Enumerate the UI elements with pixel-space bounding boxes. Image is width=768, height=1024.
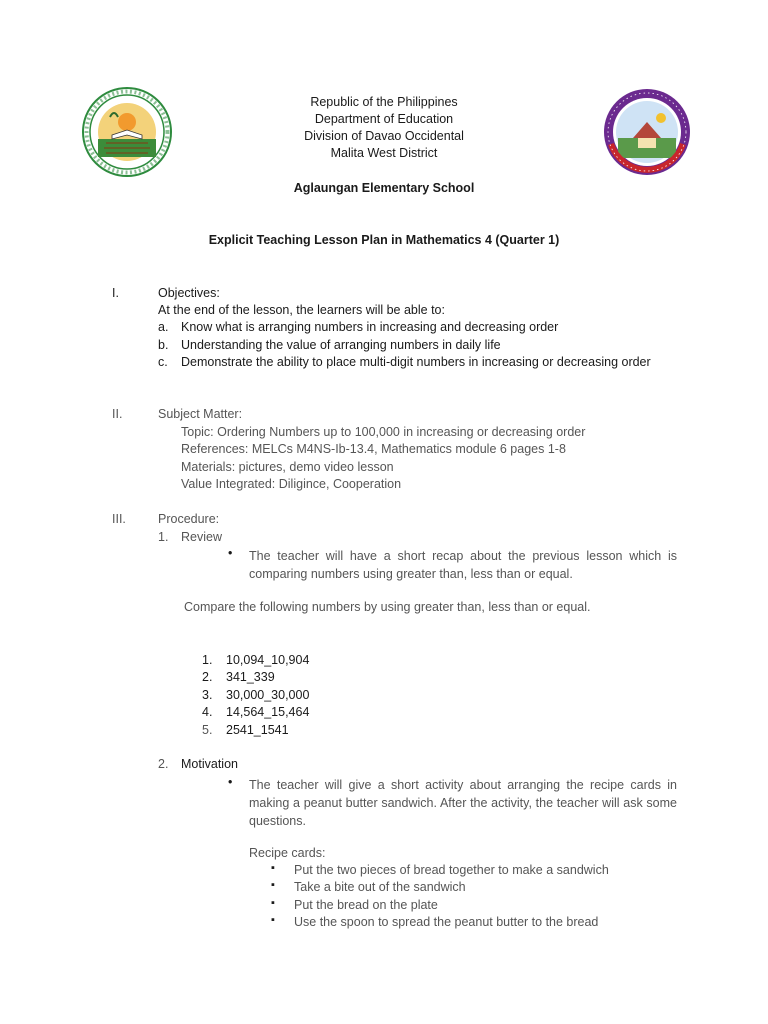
comparison-item: 341_339 <box>226 670 275 684</box>
comparison-item: 10,094_10,904 <box>226 653 310 667</box>
motivation-number: 2. <box>158 757 169 771</box>
subject-matter-topic: Topic: Ordering Numbers up to 100,000 in increasing or decreasing order <box>181 425 586 439</box>
objective-item: Know what is arranging numbers in increasing and decreasing order <box>181 320 559 334</box>
motivation-description: The teacher will give a short activity about arranging the recipe cards in making a peanut butter sandwich. After the activity, the teacher will ask some questions. <box>249 778 677 828</box>
comparison-number: 5. <box>202 723 213 737</box>
document-title: Explicit Teaching Lesson Plan in Mathematics 4 (Quarter 1) <box>208 233 560 247</box>
recipe-cards-heading: Recipe cards: <box>249 846 326 860</box>
section-numeral-procedure: III. <box>112 512 126 526</box>
procedure-heading: Procedure: <box>158 512 220 526</box>
comparison-item: 14,564_15,464 <box>226 705 310 719</box>
objective-marker: a. <box>158 320 169 334</box>
comparison-item: 2541_1541 <box>226 723 289 737</box>
section-numeral-objectives: I. <box>112 286 119 300</box>
objectives-intro: At the end of the lesson, the learners will be able to: <box>158 303 445 317</box>
comparison-number: 3. <box>202 688 213 702</box>
header-line-department: Department of Education <box>314 112 454 126</box>
section-numeral-subject-matter: II. <box>112 407 123 421</box>
objective-item: Demonstrate the ability to place multi-digit numbers in increasing or decreasing order <box>181 355 651 369</box>
objective-marker: b. <box>158 338 169 352</box>
comparison-item: 30,000_30,000 <box>226 688 310 702</box>
square-bullet: ▪ <box>271 897 275 909</box>
square-bullet: ▪ <box>271 914 275 926</box>
recipe-card-item: Put the bread on the plate <box>294 898 438 912</box>
square-bullet: ▪ <box>271 879 275 891</box>
motivation-bullet: • <box>228 775 233 789</box>
recipe-card-item: Use the spoon to spread the peanut butter to the bread <box>294 915 599 929</box>
subject-matter-references: References: MELCs M4NS-Ib-13.4, Mathematics module 6 pages 1-8 <box>181 442 566 456</box>
objective-marker: c. <box>158 355 168 369</box>
objective-item: Understanding the value of arranging numbers in daily life <box>181 338 501 352</box>
header-line-republic: Republic of the Philippines <box>310 95 458 109</box>
header-line-division: Division of Davao Occidental <box>304 129 464 143</box>
review-description: The teacher will have a short recap about the previous lesson which is comparing numbers using greater than, less than or equal. <box>249 549 677 581</box>
square-bullet: ▪ <box>271 862 275 874</box>
objectives-heading: Objectives: <box>158 286 220 300</box>
header-line-district: Malita West District <box>330 146 438 160</box>
review-label: Review <box>181 530 222 544</box>
comparison-number: 2. <box>202 670 213 684</box>
recipe-card-item: Take a bite out of the sandwich <box>294 880 466 894</box>
motivation-label: Motivation <box>181 757 238 771</box>
subject-matter-heading: Subject Matter: <box>158 407 243 421</box>
review-instruction: Compare the following numbers by using greater than, less than or equal. <box>184 600 591 614</box>
subject-matter-materials: Materials: pictures, demo video lesson <box>181 460 394 474</box>
comparison-number: 4. <box>202 705 213 719</box>
recipe-card-item: Put the two pieces of bread together to make a sandwich <box>294 863 609 877</box>
subject-matter-values: Value Integrated: Diligince, Cooperation <box>181 477 402 491</box>
review-bullet: • <box>228 546 233 560</box>
review-number: 1. <box>158 530 169 544</box>
comparison-number: 1. <box>202 653 213 667</box>
school-name: Aglaungan Elementary School <box>293 181 475 195</box>
